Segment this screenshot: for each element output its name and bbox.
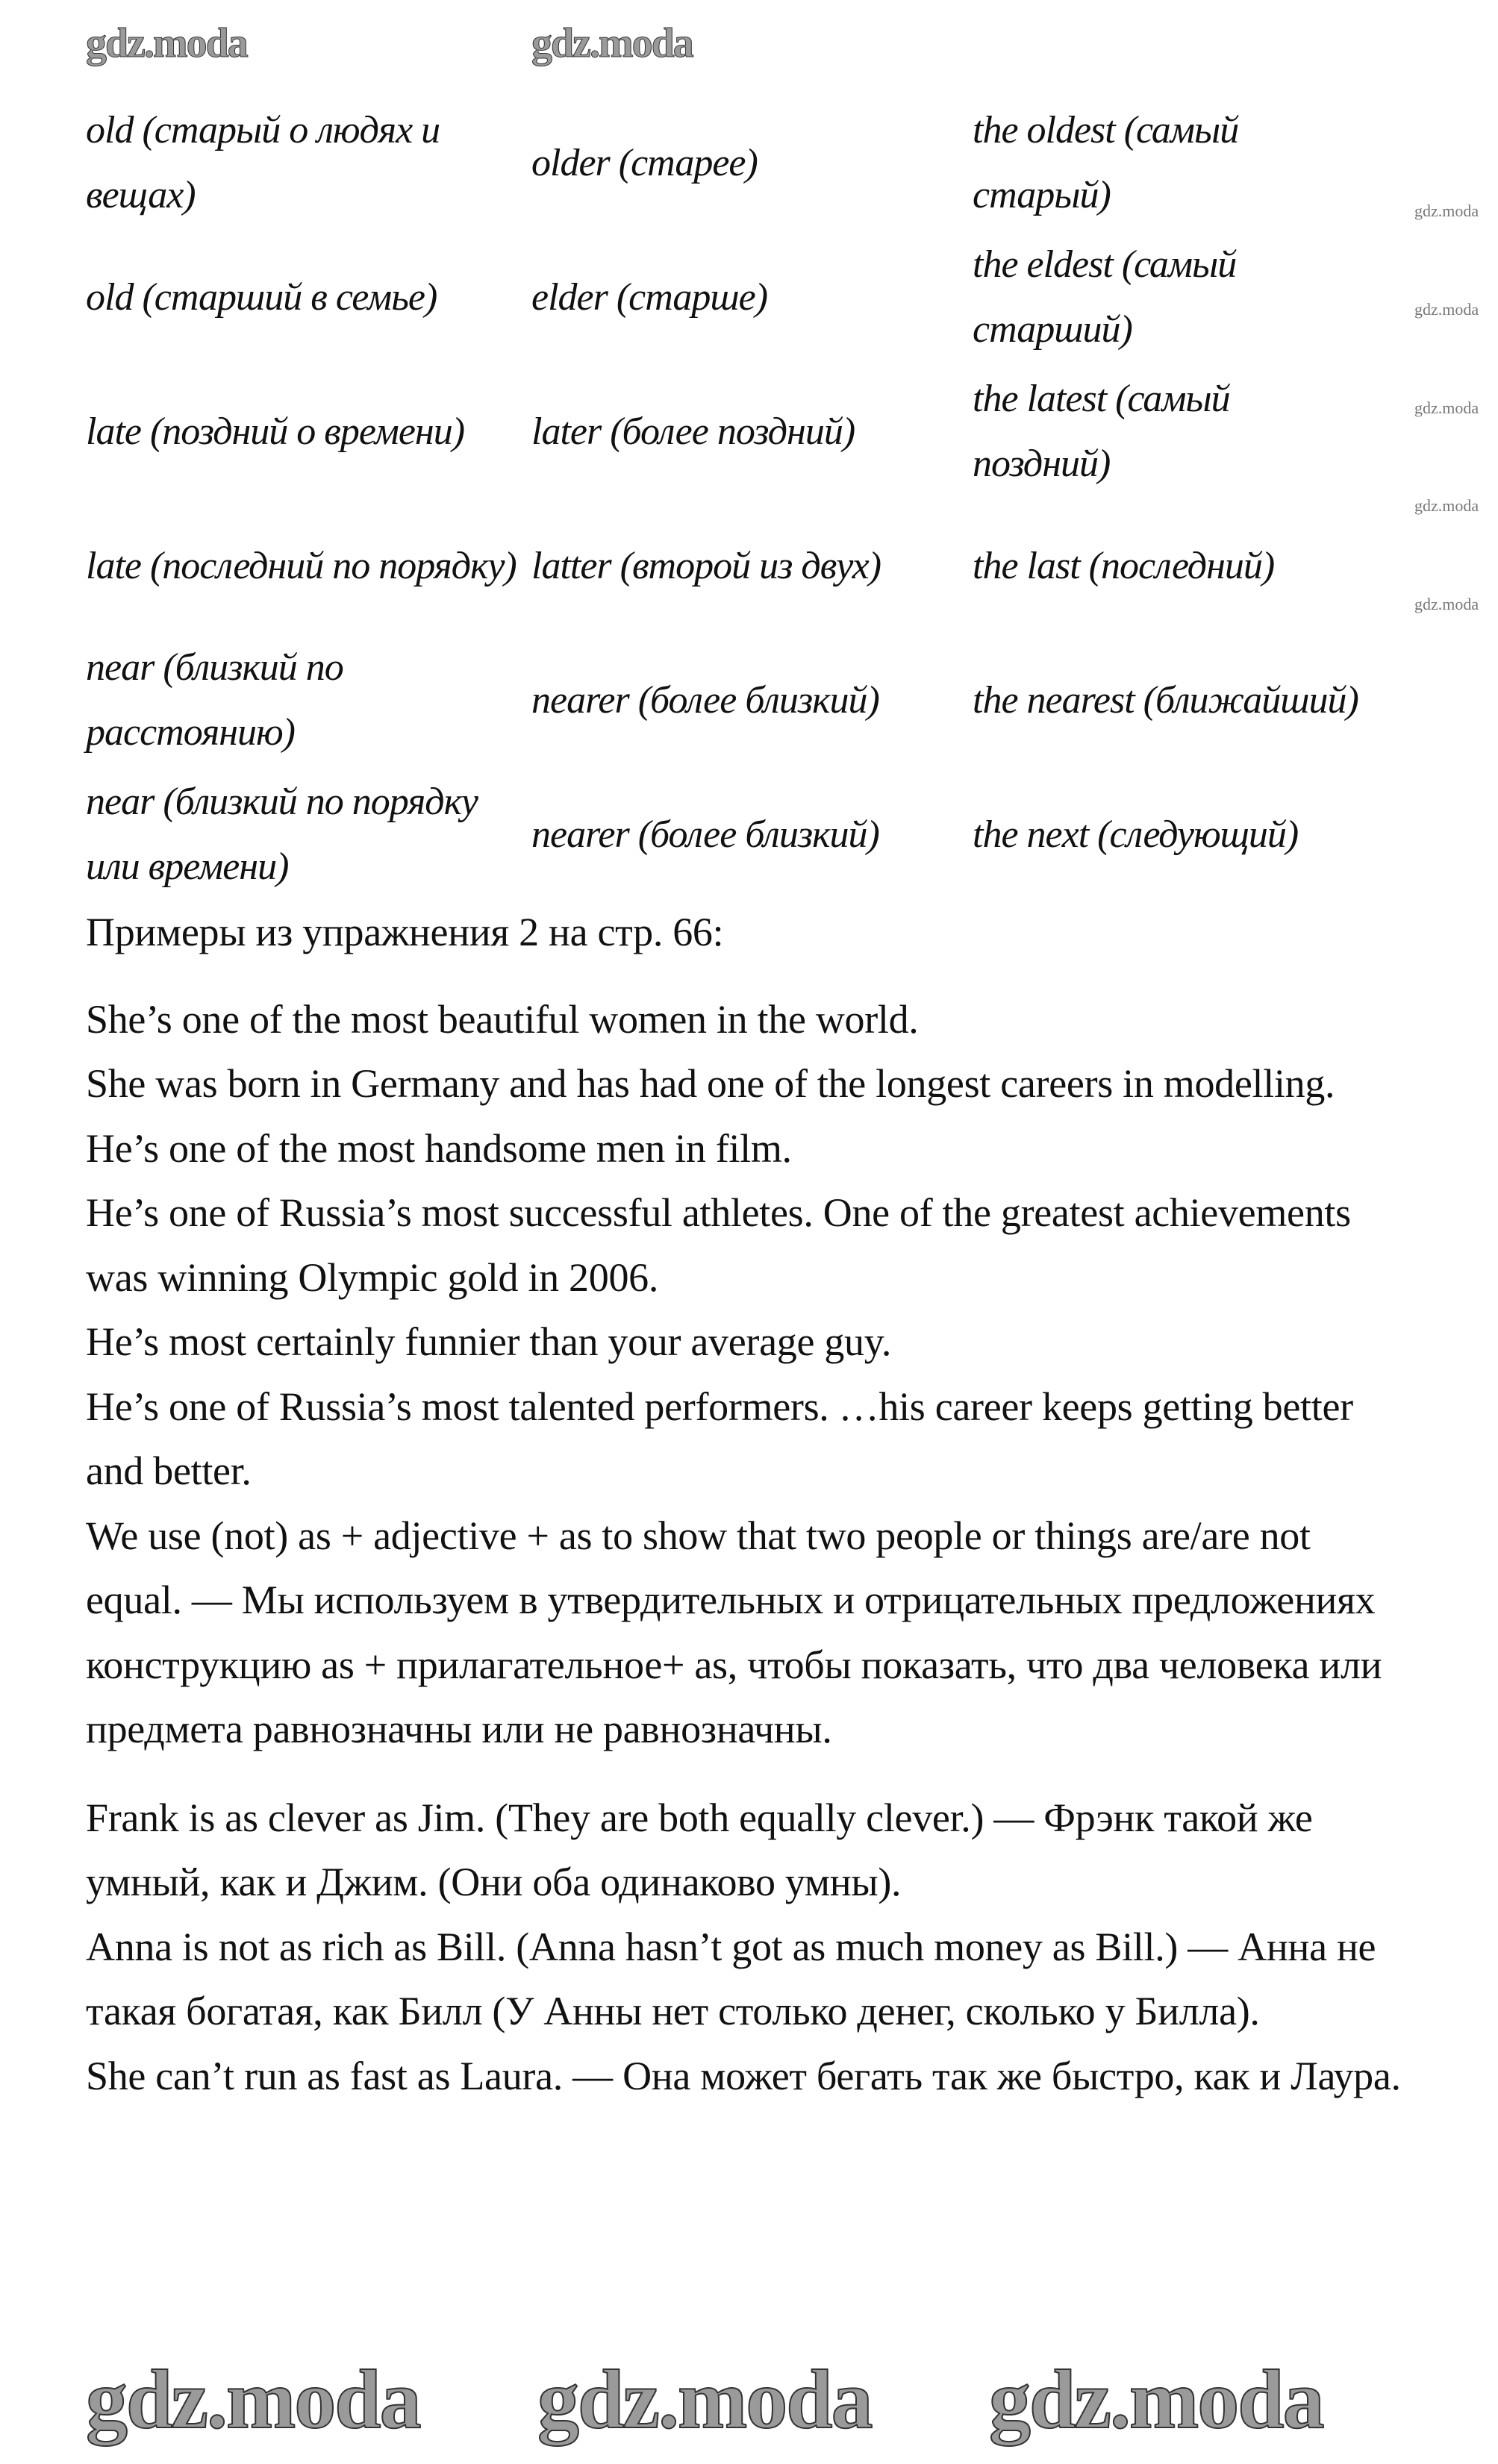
watermark-logo: gdz.moda (1414, 398, 1479, 417)
example-sentence: Anna is not as rich as Bill. (Anna hasn’t got as much money as Bill.) — Анна не такая богатая, как Билл (У Анны нет столько денег, сколько у Билла). (86, 1924, 1376, 2033)
example-sentence: Frank is as clever as Jim. (They are both equally clever.) — Фрэнк такой же умный, как и Джим. (Они оба одинаково умны). (86, 1795, 1313, 1904)
comparative-form: later (более поздний) (531, 410, 855, 453)
superlative-form: the oldest (самый старый) (973, 109, 1239, 216)
example-sentence: She’s one of the most beautiful women in the world. (86, 996, 919, 1042)
positive-form: late (поздний о времени) (86, 410, 465, 453)
positive-form: old (старый о людях и вещах) (86, 109, 440, 216)
superlative-form: the next (следующий) (973, 813, 1299, 856)
comparative-form: nearer (более близкий) (531, 813, 879, 856)
section-heading: Примеры из упражнения 2 на стр. 66: (86, 910, 724, 954)
watermark-logo: gdz.moda (86, 2354, 420, 2446)
example-sentence: He’s one of Russia’s most successful athletes. One of the greatest achievements was winning Olympic gold in 2006. (86, 1190, 1351, 1300)
watermark-logo: gdz.moda (531, 20, 693, 66)
table-row (86, 498, 1399, 633)
example-sentence: He’s most certainly funnier than your average guy. (86, 1319, 892, 1364)
comparison-table (86, 96, 1399, 901)
positive-form: late (последний по порядку) (86, 544, 517, 587)
watermark-logo: gdz.moda (1414, 496, 1479, 515)
comparative-form: nearer (более близкий) (531, 678, 879, 722)
example-sentence: He’s one of Russia’s most talented performers. …his career keeps getting better and better. (86, 1383, 1353, 1493)
positive-form: near (близкий по расстоянию) (86, 646, 343, 754)
watermark-logo: gdz.moda (989, 2354, 1323, 2446)
superlative-form: the nearest (ближайший) (973, 678, 1358, 722)
example-sentence: He’s one of the most handsome men in film. (86, 1125, 792, 1171)
watermark-logo: gdz.moda (537, 2354, 872, 2446)
superlative-form: the latest (самый поздний) (973, 378, 1230, 485)
positive-form: old (старший в семье) (86, 275, 437, 319)
comparative-form: elder (старше) (531, 275, 768, 319)
table-row (86, 364, 1399, 498)
example-sentence: She can’t run as fast as Laura. — Она может бегать так же быстро, как и Лаура. (86, 2053, 1401, 2098)
examples-section (86, 900, 1407, 2108)
watermark-logo: gdz.moda (1414, 201, 1479, 220)
comparative-form: latter (второй из двух) (531, 544, 881, 587)
table-row (86, 767, 1399, 901)
example-sentence: She was born in Germany and has had one of the longest careers in modelling. (86, 1061, 1335, 1106)
table-row (86, 96, 1399, 230)
watermark-logo: gdz.moda (1414, 595, 1479, 613)
table-row (86, 633, 1399, 767)
superlative-form: the eldest (самый старший) (973, 243, 1237, 351)
positive-form: near (близкий по порядку или времени) (86, 781, 478, 888)
watermark-logo: gdz.moda (1414, 300, 1479, 319)
comparative-form: older (старее) (531, 141, 758, 184)
rule-explanation: We use (not) as + adjective + as to show that two people or things are/are not equal. — Мы используем в утвердительных и отрицательных предложениях конструкцию as + прилагательное+ as, чтобы показать, что два человека или предмета равнозначны или не равнозначны. (86, 1513, 1382, 1751)
watermark-logo: gdz.moda (86, 20, 247, 66)
superlative-form: the last (последний) (973, 544, 1275, 587)
table-row (86, 230, 1399, 364)
